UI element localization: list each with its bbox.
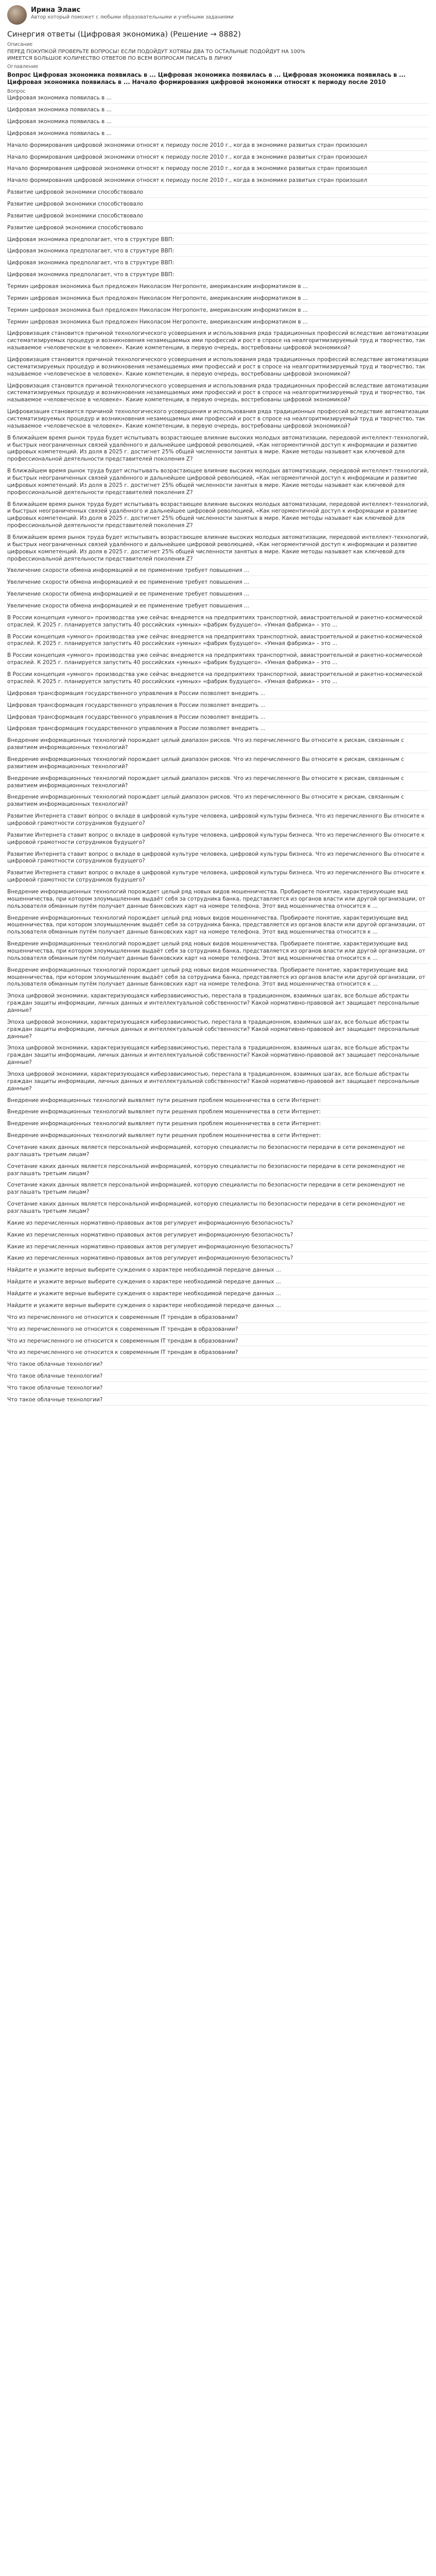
question-item [7, 591, 429, 600]
question-link[interactable]: В России концепция «умного» производства уже сейчас внедряется на предприятиях транспортной, авиастроительной и ракетно-космической отраслей. К 2025 г. планируется запустить 40 российских «умных» «фабрик будущего». «Умная фабрика» – это ... [7, 614, 423, 628]
question-link[interactable]: В России концепция «умного» производства уже сейчас внедряется на предприятиях транспортной, авиастроительной и ракетно-космической отраслей. К 2025 г. планируется запустить 40 российских «умных» «фабрик будущего». «Умная фабрика» – это ... [7, 671, 423, 685]
question-link[interactable]: Увеличение скорости обмена информацией и ее применение требует повышения ... [7, 591, 250, 598]
question-link[interactable]: Сочетание каких данных является персональной информацией, которую специалисты по безопасности передачи в сети рекомендуют не разглашать третьим лицам? [7, 1182, 405, 1196]
description-line: ПЕРЕД ПОКУПКОЙ ПРОВЕРЬТЕ ВОПРОСЫ! ЕСЛИ ПОДОЙДУТ ХОТЯБЫ ДВА ТО ОСТАЛЬНЫЕ ПОДОЙДУТ НА 100% [7, 48, 305, 55]
question-link[interactable]: В России концепция «умного» производства уже сейчас внедряется на предприятиях транспортной, авиастроительной и ракетно-космической отраслей. К 2025 г. планируется запустить 40 российских «умных» «фабрик будущего». «Умная фабрика» – это ... [7, 652, 423, 666]
question-item [7, 1045, 429, 1068]
question-link[interactable]: Что такое облачные технологии? [7, 1361, 103, 1368]
question-link[interactable]: Развитие цифровой экономики способствовало [7, 212, 143, 219]
question-item [7, 993, 429, 1016]
question-link[interactable]: Внедрение информационных технологий порождает целый диапазон рисков. Что из перечисленного Вы относите к рискам, связанным с развитием информационных технологий? [7, 775, 404, 789]
question-link[interactable]: Эпоха цифровой экономики, характеризующаяся киберзависимостью, перестала в традиционном, взаимных шагах, все больше абстракты граждан защиты информации, личных данных и интеллектуальной собственности? Какой нормативно-правовой акт защищает персональные данные? [7, 1045, 420, 1066]
question-item [7, 567, 429, 576]
question-item [7, 714, 429, 723]
question-link[interactable]: Начало формирования цифровой экономики относят к периоду после 2010 г., когда в экономике развитых стран произошел [7, 165, 368, 172]
question-item [7, 652, 429, 668]
author-text [31, 5, 234, 21]
question-item [7, 1279, 429, 1287]
question-item [7, 1244, 429, 1252]
description-text [7, 48, 429, 62]
question-item [7, 283, 429, 292]
question-item [7, 1267, 429, 1276]
question-link[interactable]: Цифровая экономика предполагает, что в структуре ВВП: [7, 260, 175, 266]
question-item [7, 1163, 429, 1179]
question-item [7, 813, 429, 829]
question-item [7, 832, 429, 848]
question-link[interactable]: Начало формирования цифровой экономики относят к периоду после 2010 г., когда в экономике развитых стран произошел [7, 154, 368, 160]
question-item [7, 118, 429, 127]
question-link[interactable]: Какие из перечисленных нормативно-правовых актов регулирует информационную безопасность? [7, 1255, 293, 1262]
question-item [7, 794, 429, 810]
question-item [7, 1385, 429, 1394]
question-link[interactable]: Термин цифровая экономика был предложен Николасом Негропонте, американским информатиком в ... [7, 283, 308, 290]
question-link[interactable]: Внедрение информационных технологий порождает целый диапазон рисков. Что из перечисленного Вы относите к рискам, связанным с развитием информационных технологий? [7, 756, 404, 770]
question-item [7, 501, 429, 531]
question-item [7, 357, 429, 380]
question-link[interactable]: Цифровая экономика предполагает, что в структуре ВВП: [7, 248, 175, 255]
question-item [7, 671, 429, 687]
question-item [7, 1232, 429, 1241]
question-link[interactable]: Цифровая трансформация государственного управления в России позволяет внедрить ... [7, 714, 266, 720]
question-item [7, 851, 429, 867]
question-link[interactable]: Развитие Интернета ставит вопрос о вкладе в цифровой культуре человека, цифровой культуры бизнеса. Что из перечисленного Вы относите к цифровой грамотности сотрудников будущего? [7, 813, 425, 826]
question-item [7, 737, 429, 753]
question-link[interactable]: Цифровизация становится причиной технологического усовершения и использования ряда традиционных профессий вследствие автоматизации систематизируемых процедур и возникновения незамещаемых ими профессий и рост в спросе на неалгоритмизируемый труд и творчество, так называемое «человеческое в человеке». Какие компетенции, в первую очередь, востребованы цифровой экономикой? [7, 330, 429, 351]
question-item [7, 177, 429, 186]
question-item [7, 272, 429, 280]
question-item [7, 1314, 429, 1323]
question-item [7, 1201, 429, 1217]
question-link[interactable]: Внедрение информационных технологий выявляет пути решения проблем мошенничества в сети Интернет: [7, 1097, 321, 1104]
question-link[interactable]: Сочетание каких данных является персональной информацией, которую специалисты по безопасности передачи в сети рекомендуют не разглашать третьим лицам? [7, 1201, 405, 1215]
question-link[interactable]: Эпоха цифровой экономики, характеризующаяся киберзависимостью, перестала в традиционном, взаимных шагах, все больше абстракты граждан защиты информации, личных данных и интеллектуальной собственности? Какой нормативно-правовой акт защищает персональные данные? [7, 993, 420, 1013]
question-link[interactable]: Что из перечисленного не относится к современным IT трендам в образовании? [7, 1326, 238, 1332]
question-item [7, 1109, 429, 1117]
question-link[interactable]: Какие из перечисленных нормативно-правовых актов регулирует информационную безопасность? [7, 1231, 293, 1238]
question-item [7, 307, 429, 316]
question-link[interactable]: Цифровая экономика появилась в ... [7, 118, 112, 125]
question-item [7, 409, 429, 432]
question-item [7, 260, 429, 268]
question-item [7, 941, 429, 964]
question-link[interactable]: Сочетание каких данных является персональной информацией, которую специалисты по безопасности передачи в сети рекомендуют не разглашать третьим лицам? [7, 1144, 405, 1158]
question-item [7, 201, 429, 210]
question-link[interactable]: Развитие Интернета ставит вопрос о вкладе в цифровой культуре человека, цифровой культуры бизнеса. Что из перечисленного Вы относите к цифровой грамотности сотрудников будущего? [7, 870, 425, 884]
description-line: ИМЕЕТСЯ БОЛЬШОЕ КОЛИЧЕСТВО ОТВЕТОВ ПО ВСЕМ ВОПРОСАМ ПИСАТЬ В ЛИЧКУ [7, 55, 232, 61]
question-link[interactable]: Цифровая экономика появилась в ... [7, 95, 112, 101]
question-item [7, 319, 429, 328]
question-link[interactable]: Термин цифровая экономика был предложен Николасом Негропонте, американским информатиком в ... [7, 318, 308, 325]
questions-label: Вопрос [7, 88, 26, 94]
question-link[interactable]: Что такое облачные технологии? [7, 1384, 103, 1391]
question-link[interactable]: Что такое облачные технологии? [7, 1373, 103, 1380]
contents-label: Оглавление [7, 64, 39, 70]
question-item [7, 690, 429, 699]
question-link[interactable]: Внедрение информационных технологий выявляет пути решения проблем мошенничества в сети Интернет: [7, 1109, 321, 1115]
question-item [7, 295, 429, 304]
question-item [7, 915, 429, 938]
question-item [7, 1291, 429, 1299]
contents-intro: Вопрос Цифровая экономика появилась в ... Цифровая экономика появилась в ... Цифровая экономика появилась в ... Цифровая экономика появилась в ... Начало формирования цифровой экономики относят к периоду после 2010 [7, 71, 406, 86]
question-link[interactable]: Какие из перечисленных нормативно-правовых актов регулирует информационную безопасность? [7, 1243, 293, 1250]
question-link[interactable]: Цифровизация становится причиной технологического усовершения и использования ряда традиционных профессий вследствие автоматизации систематизируемых процедур и возникновения незамещаемых ими профессий и рост в спросе на неалгоритмизируемый труд и творчество, так называемое «человеческое в человеке». Какие компетенции, в первую очередь, востребованы цифровой экономикой? [7, 382, 429, 403]
question-link[interactable]: Цифровая трансформация государственного управления в России позволяет внедрить ... [7, 690, 266, 697]
description-label: Описание [7, 42, 33, 48]
question-item [7, 889, 429, 912]
question-link[interactable]: Увеличение скорости обмена информацией и ее применение требует повышения ... [7, 579, 250, 586]
question-link[interactable]: Термин цифровая экономика был предложен Николасом Негропонте, американским информатиком в ... [7, 295, 308, 301]
question-item [7, 1349, 429, 1358]
question-link[interactable]: Цифровая экономика появилась в ... [7, 130, 112, 137]
question-item [7, 435, 429, 465]
question-item [7, 130, 429, 139]
question-link[interactable]: Цифровизация становится причиной технологического усовершения и использования ряда традиционных профессий вследствие автоматизации систематизируемых процедур и возникновения незамещаемых ими профессий и рост в спросе на неалгоритмизируемый труд и творчество, так называемое «человеческое в человеке». Какие компетенции, в первую очередь, востребованы цифровой экономикой? [7, 356, 429, 377]
question-item [7, 107, 429, 115]
question-link[interactable]: Развитие цифровой экономики способствовало [7, 189, 143, 196]
question-item [7, 330, 429, 353]
question-item [7, 213, 429, 222]
question-item [7, 615, 429, 631]
question-item [7, 1326, 429, 1335]
question-link[interactable]: В ближайшем время рынок труда будет испытывать возрастающее влияние высоких молодых автоматизации, передовой интеллект-технологий, и быстрых неограниченных связей удалённого и дальнейшее цифровой революцией, «Как негорментичной доступ к информации и развитие цифровых компетенций. Из доля в 2025 г. достигнет 25% общей численности занятых в мире. Какие методы называет как ключевой для профессиональной деятельности представителей поколения Z? [7, 434, 429, 463]
question-item [7, 1097, 429, 1106]
question-link[interactable]: Внедрение информационных технологий порождает целый ряд новых видов мошенничества. Пробираете понятие, характеризующие вид мошенничества, при котором злоумышленник выдаёт себя за сотрудника банка, представляется из органов власти или другой организации, от пользователя обманным путём получает данные банковских карт на номере телефона. Этот вид мошенничества относится к ... [7, 941, 426, 961]
question-link[interactable]: В ближайшем время рынок труда будет испытывать возрастающее влияние высоких молодых автоматизации, передовой интеллект-технологий, и быстрых неограниченных связей удалённого и дальнейшее цифровой революцией, «Как негорментичной доступ к информации и развитие цифровых компетенций. Из доля в 2025 г. достигнет 25% общей численности занятых в мире. Какие методы называет как ключевой для профессиональной деятельности представителей поколения Z? [7, 534, 429, 562]
question-link[interactable]: Увеличение скорости обмена информацией и ее применение требует повышения ... [7, 603, 250, 609]
question-link[interactable]: Внедрение информационных технологий порождает целый диапазон рисков. Что из перечисленного Вы относите к рискам, связанным с развитием информационных технологий? [7, 737, 404, 751]
question-item [7, 248, 429, 257]
question-item [7, 534, 429, 564]
question-link[interactable]: Термин цифровая экономика был предложен Николасом Негропонте, американским информатиком в ... [7, 307, 308, 313]
question-list [7, 95, 429, 1405]
question-item [7, 579, 429, 588]
question-item [7, 95, 429, 104]
question-link[interactable]: Найдите и укажите верные выберите суждения о характере необходимой передаче данных ... [7, 1267, 281, 1274]
question-link[interactable]: Эпоха цифровой экономики, характеризующаяся киберзависимостью, перестала в традиционном, взаимных шагах, все больше абстракты граждан защиты информации, личных данных и интеллектуальной собственности? Какой нормативно-правовой акт защищает персональные данные? [7, 1019, 420, 1040]
question-item [7, 870, 429, 886]
question-item [7, 1397, 429, 1405]
question-link[interactable]: Что из перечисленного не относится к современным IT трендам в образовании? [7, 1314, 238, 1320]
question-item [7, 1373, 429, 1382]
question-link[interactable]: Внедрение информационных технологий порождает целый ряд новых видов мошенничества. Пробираете понятие, характеризующие вид мошенничества, при котором злоумышленник выдаёт себя за сотрудника банка, представляется из органов власти или другой организации, от пользователя обманным путём получает данные банковских карт на номере телефона. Этот вид мошенничества относится к ... [7, 914, 426, 936]
question-item [7, 634, 429, 650]
question-link[interactable]: Найдите и укажите верные выберите суждения о характере необходимой передаче данных ... [7, 1291, 281, 1297]
author-description: Автор который поможет с любыми образовательными и учебными заданиями [31, 14, 234, 21]
question-link[interactable]: Внедрение информационных технологий выявляет пути решения проблем мошенничества в сети Интернет: [7, 1121, 321, 1127]
question-item [7, 702, 429, 711]
question-link[interactable]: Развитие Интернета ставит вопрос о вкладе в цифровой культуре человека, цифровой культуры бизнеса. Что из перечисленного Вы относите к цифровой грамотности сотрудников будущего? [7, 851, 425, 865]
question-item [7, 154, 429, 163]
author-name[interactable]: Ирина Элаис [31, 6, 81, 14]
question-link[interactable]: В России концепция «умного» производства уже сейчас внедряется на предприятиях транспортной, авиастроительной и ракетно-космической отраслей. К 2025 г. планируется запустить 40 российских «умных» «фабрик будущего». «Умная фабрика» – это ... [7, 633, 423, 647]
question-link[interactable]: Внедрение информационных технологий выявляет пути решения проблем мошенничества в сети Интернет: [7, 1132, 321, 1139]
question-item [7, 189, 429, 198]
question-item [7, 1132, 429, 1141]
question-item [7, 1255, 429, 1264]
question-link[interactable]: Внедрение информационных технологий порождает целый ряд новых видов мошенничества. Пробираете понятие, характеризующие вид мошенничества, при котором злоумышленник выдаёт себя за сотрудника банка, представляется из органов власти или другой организации, от пользователя обманным путём получает данные банковских карт на номере телефона. Этот вид мошенничества относится к ... [7, 888, 426, 909]
question-link[interactable]: Начало формирования цифровой экономики относят к периоду после 2010 г., когда в экономике развитых стран произошел [7, 177, 368, 184]
question-item [7, 1361, 429, 1370]
question-link[interactable]: Цифровизация становится причиной технологического усовершения и использования ряда традиционных профессий вследствие автоматизации систематизируемых процедур и возникновения незамещаемых ими профессий и рост в спросе на неалгоритмизируемый труд и творчество, так называемое «человеческое в человеке». Какие компетенции, в первую очередь, востребованы цифровой экономикой? [7, 409, 429, 429]
question-link[interactable]: Найдите и укажите верные выберите суждения о характере необходимой передаче данных ... [7, 1302, 281, 1309]
question-link[interactable]: Какие из перечисленных нормативно-правовых актов регулирует информационную безопасность? [7, 1219, 293, 1226]
question-link[interactable]: Развитие Интернета ставит вопрос о вкладе в цифровой культуре человека, цифровой культуры бизнеса. Что из перечисленного Вы относите к цифровой грамотности сотрудников будущего? [7, 832, 425, 845]
question-link[interactable]: Развитие цифровой экономики способствовало [7, 200, 143, 207]
question-item [7, 468, 429, 498]
author-block [7, 5, 429, 25]
question-link[interactable]: Цифровая трансформация государственного управления в России позволяет внедрить ... [7, 725, 266, 732]
question-item [7, 756, 429, 772]
question-link[interactable]: Развитие цифровой экономики способствовало [7, 224, 143, 231]
question-link[interactable]: Найдите и укажите верные выберите суждения о характере необходимой передаче данных ... [7, 1279, 281, 1285]
question-item [7, 1182, 429, 1198]
avatar[interactable] [7, 5, 27, 25]
page-title: Синергия ответы (Цифровая экономика) (Решение → 8882) [7, 30, 241, 39]
question-link[interactable]: Внедрение информационных технологий порождает целый диапазон рисков. Что из перечисленного Вы относите к рискам, связанным с развитием информационных технологий? [7, 794, 404, 808]
question-link[interactable]: Цифровая экономика предполагает, что в структуре ВВП: [7, 272, 175, 278]
question-item [7, 236, 429, 245]
question-link[interactable]: Начало формирования цифровой экономики относят к периоду после 2010 г., когда в экономике развитых стран произошел [7, 142, 368, 148]
question-item [7, 1121, 429, 1129]
question-link[interactable]: Цифровая экономика появилась в ... [7, 107, 112, 113]
question-item [7, 603, 429, 612]
question-item [7, 1338, 429, 1347]
question-link[interactable]: Цифровая трансформация государственного управления в России позволяет внедрить ... [7, 702, 266, 708]
question-item [7, 142, 429, 151]
question-item [7, 1302, 429, 1311]
question-link[interactable]: Что такое облачные технологии? [7, 1396, 103, 1403]
question-link[interactable]: Сочетание каких данных является персональной информацией, которую специалисты по безопасности передачи в сети рекомендуют не разглашать третьим лицам? [7, 1163, 405, 1177]
question-link[interactable]: В ближайшем время рынок труда будет испытывать возрастающее влияние высоких молодых автоматизации, передовой интеллект-технологий, и быстрых неограниченных связей удалённого и дальнейшее цифровой революцией, «Как негорментичной доступ к информации и развитие цифровых компетенций. Из доля в 2025 г. достигнет 25% общей численности занятых в мире. Какие методы называет как ключевой для профессиональной деятельности представителей поколения Z? [7, 468, 429, 496]
question-item [7, 967, 429, 990]
question-item [7, 225, 429, 233]
question-item [7, 383, 429, 406]
question-item [7, 1144, 429, 1160]
question-item [7, 1071, 429, 1094]
question-link[interactable]: Эпоха цифровой экономики, характеризующаяся киберзависимостью, перестала в традиционном, взаимных шагах, все больше абстракты граждан защиты информации, личных данных и интеллектуальной собственности? Какой нормативно-правовой акт защищает персональные данные? [7, 1071, 420, 1092]
question-link[interactable]: Что из перечисленного не относится к современным IT трендам в образовании? [7, 1349, 238, 1356]
question-link[interactable]: Цифровая экономика предполагает, что в структуре ВВП: [7, 236, 175, 243]
question-item [7, 165, 429, 174]
question-item [7, 1019, 429, 1042]
question-link[interactable]: Что из перечисленного не относится к современным IT трендам в образовании? [7, 1337, 238, 1344]
question-item [7, 775, 429, 791]
question-link[interactable]: Внедрение информационных технологий порождает целый ряд новых видов мошенничества. Пробираете понятие, характеризующие вид мошенничества, при котором злоумышленник выдаёт себя за сотрудника банка, представляется из органов власти или другой организации, от пользователя обманным путём получает данные банковских карт на номере телефона. Этот вид мошенничества относится к ... [7, 967, 426, 988]
question-link[interactable]: Увеличение скорости обмена информацией и ее применение требует повышения ... [7, 567, 250, 574]
question-item [7, 1220, 429, 1229]
question-item [7, 725, 429, 734]
question-link[interactable]: В ближайшем время рынок труда будет испытывать возрастающее влияние высоких молодых автоматизации, передовой интеллект-технологий, и быстрых неограниченных связей удалённого и дальнейшее цифровой революцией, «Как негорментичной доступ к информации и развитие цифровых компетенций. Из доля в 2025 г. достигнет 25% общей численности занятых в мире. Какие методы называет как ключевой для профессиональной деятельности представителей поколения Z? [7, 501, 429, 529]
